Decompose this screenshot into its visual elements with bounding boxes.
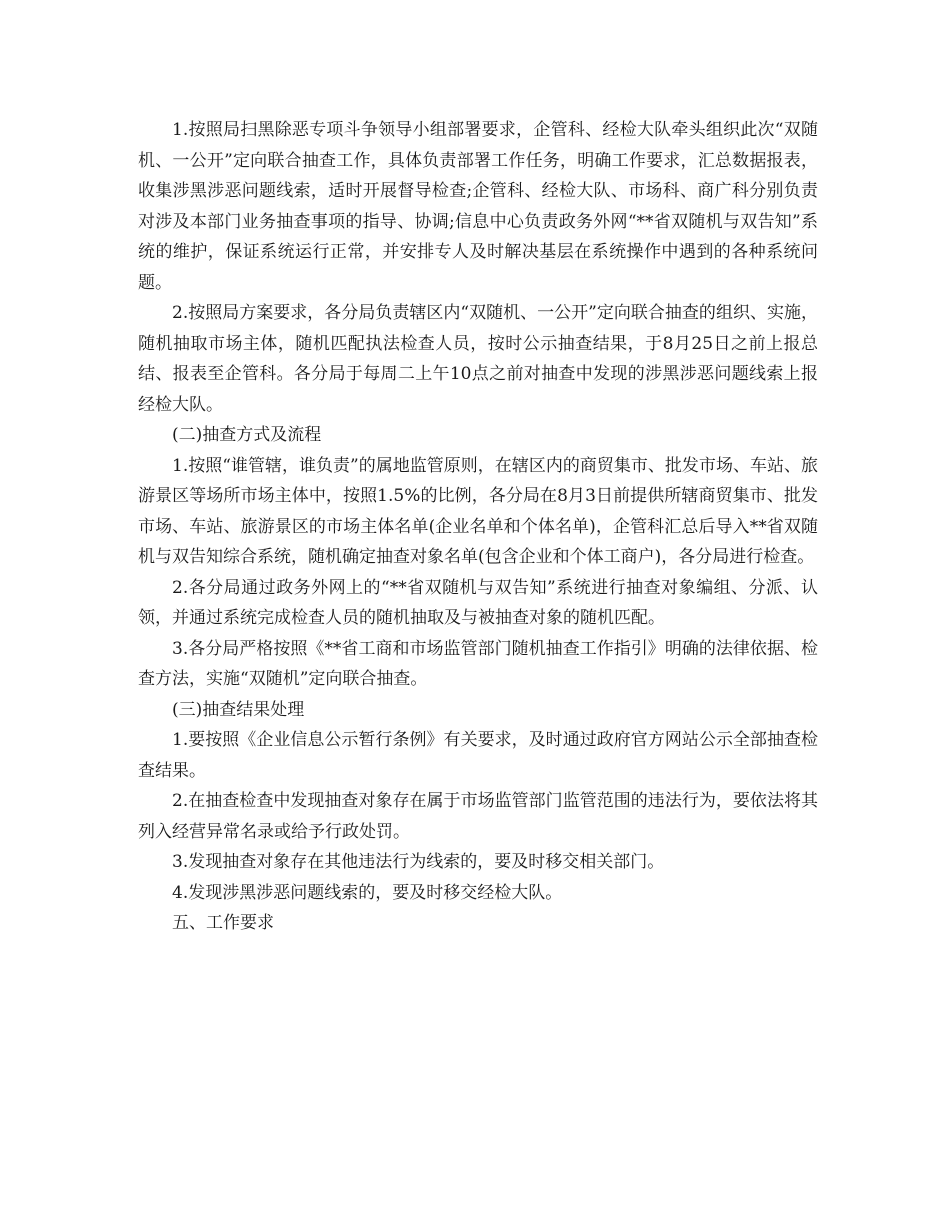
paragraph-2: 2.按照局方案要求，各分局负责辖区内“双随机、一公开”定向联合抽查的组织、实施，随机抽取市场主体，随机匹配执法检查人员，按时公示抽查结果，于8月25日之前上报总结、报表至企管科。各分局于每周二上午10点之前对抽查中发现的涉黑涉恶问题线索上报经检大队。 (138, 303, 818, 415)
section-heading-5: 五、工作要求 (172, 913, 274, 933)
paragraph-8: 3.发现抽查对象存在其他违法行为线索的，要及时移交相关部门。 (172, 852, 665, 872)
paragraph-6: 1.要按照《企业信息公示暂行条例》有关要求，及时通过政府官方网站公示全部抽查检查结果。 (138, 730, 818, 781)
paragraph-4: 2.各分局通过政务外网上的“**省双随机与双告知”系统进行抽查对象编组、分派、认领，并通过系统完成检查人员的随机抽取及与被抽查对象的随机匹配。 (138, 577, 818, 628)
document-body (138, 115, 818, 939)
paragraph-7: 2.在抽查检查中发现抽查对象存在属于市场监管部门监管范围的违法行为，要依法将其列入经营异常名录或给予行政处罚。 (138, 791, 818, 842)
paragraph-1: 1.按照局扫黑除恶专项斗争领导小组部署要求，企管科、经检大队牵头组织此次“双随机、一公开”定向联合抽查工作，具体负责部署工作任务，明确工作要求，汇总数据报表，收集涉黑涉恶问题线索，适时开展督导检查;企管科、经检大队、市场科、商广科分别负责对涉及本部门业务抽查事项的指导、协调;信息中心负责政务外网“**省双随机与双告知”系统的维护，保证系统运行正常，并安排专人及时解决基层在系统操作中遇到的各种系统问题。 (138, 120, 818, 293)
paragraph-3: 1.按照“谁管辖，谁负责”的属地监管原则，在辖区内的商贸集市、批发市场、车站、旅游景区等场所市场主体中，按照1.5%的比例，各分局在8月3日前提供所辖商贸集市、批发市场、车站、旅游景区的市场主体名单(企业名单和个体名单)，企管科汇总后导入**省双随机与双告知综合系统，随机确定抽查对象名单(包含企业和个体工商户)，各分局进行检查。 (138, 455, 818, 567)
paragraph-5: 3.各分局严格按照《**省工商和市场监管部门随机抽查工作指引》明确的法律依据、检查方法，实施“双随机”定向联合抽查。 (138, 638, 818, 689)
section-heading-3: (三)抽查结果处理 (172, 699, 305, 720)
section-heading-2: (二)抽查方式及流程 (172, 425, 322, 445)
paragraph-9: 4.发现涉黑涉恶问题线索的，要及时移交经检大队。 (172, 882, 563, 903)
